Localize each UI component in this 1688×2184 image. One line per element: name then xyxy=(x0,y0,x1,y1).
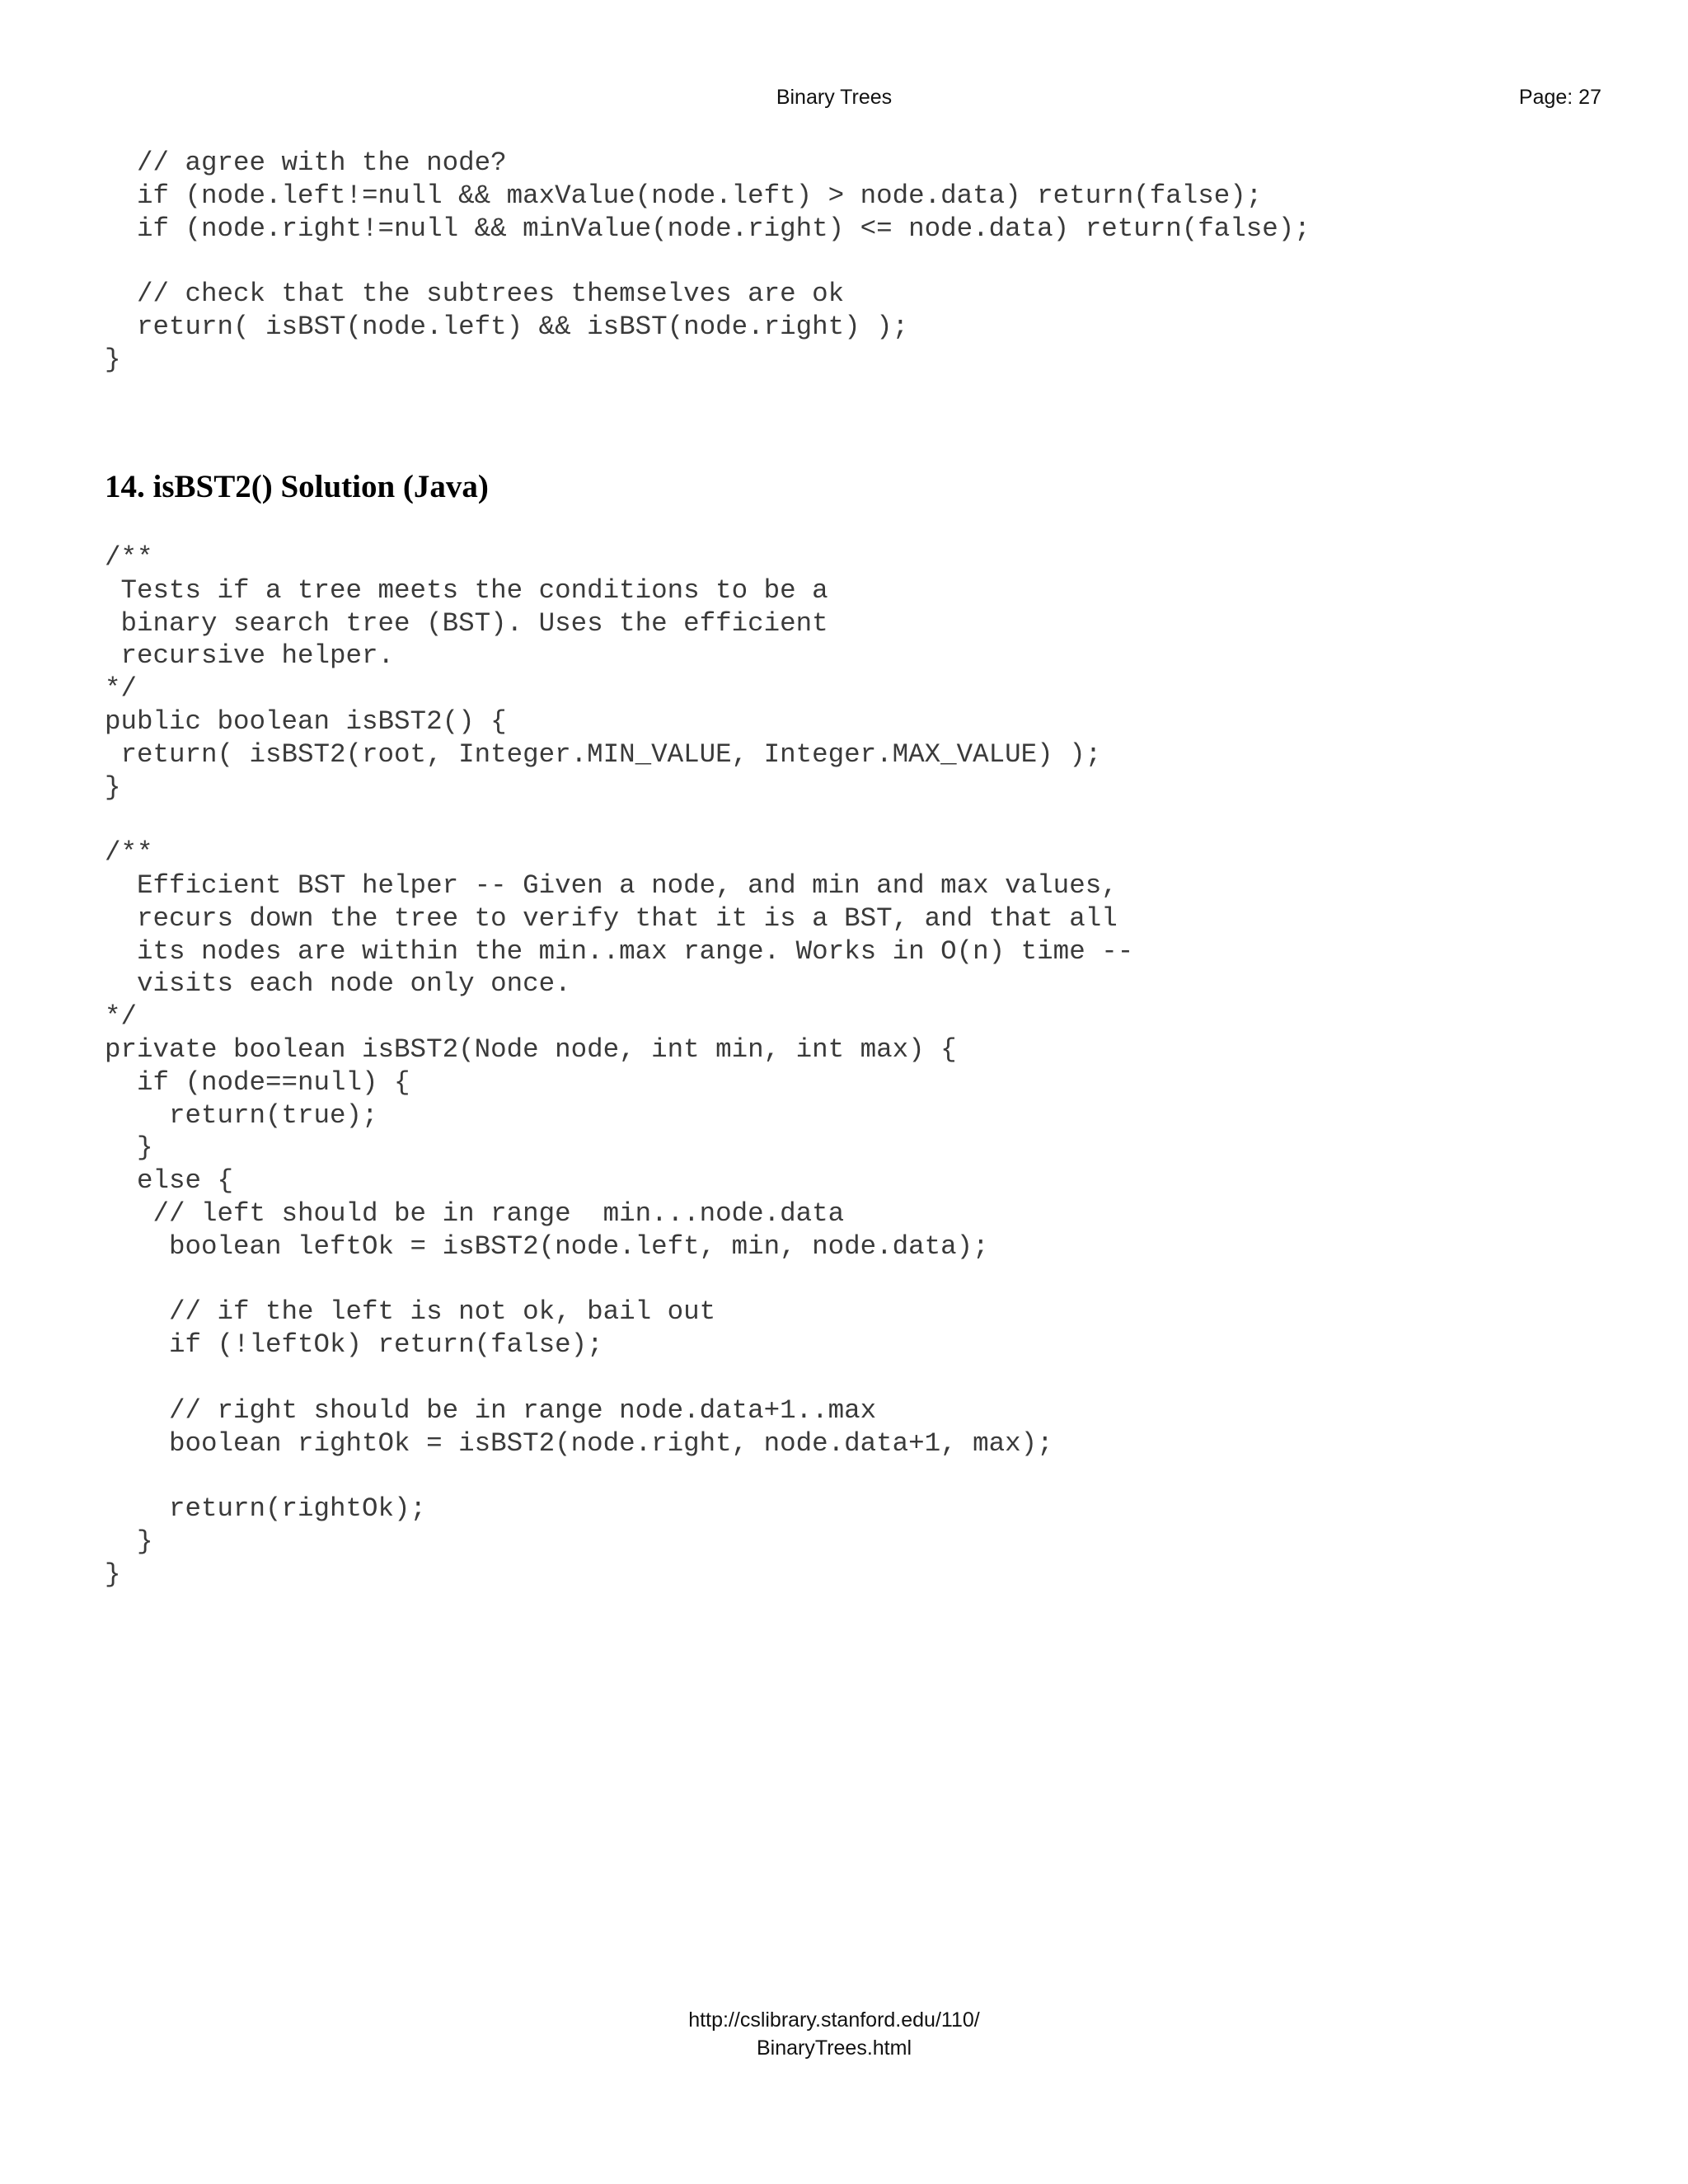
code-block-isbst-continuation: // agree with the node? if (node.left!=null && maxValue(node.left) > node.data) return(false); if (node.right!=null && minValue(node.right) <= node.data) return(false); // check that the subtrees themselves are ok return( isBST(node.left) && isBST(node.right) ); } xyxy=(105,148,1311,375)
page-number: Page: 27 xyxy=(1518,86,1601,109)
page-footer xyxy=(0,2006,1668,2062)
footer-url-line-2: BinaryTrees.html xyxy=(756,2036,912,2060)
running-header-title: Binary Trees xyxy=(776,86,893,109)
footer-url-line-1: http://cslibrary.stanford.edu/110/ xyxy=(688,2008,980,2032)
code-block-isbst2-solution: /** Tests if a tree meets the conditions to be a binary search tree (BST). Uses the efficient recursive helper. */ public boolean isBST2() { return( isBST2(root, Integer.MIN_VALUE, Integer.MAX_VALUE) ); } /** Efficient BST helper -- Given a node, and min and max values, recurs down the tree to verify that it is a BST, and that all its nodes are within the min..max range. Works in O(n) time -- visits each node only once. */ private boolean isBST2(Node node, int min, int max) { if (node==null) { return(true); } else { // left should be in range min...node.data boolean leftOk = isBST2(node.left, min, node.data); // if the left is not ok, bail out if (!leftOk) return(false); // right should be in range node.data+1..max boolean rightOk = isBST2(node.right, node.data+1, max); return(rightOk); } } xyxy=(105,542,1134,1590)
section-heading: 14. isBST2() Solution (Java) xyxy=(105,469,489,504)
